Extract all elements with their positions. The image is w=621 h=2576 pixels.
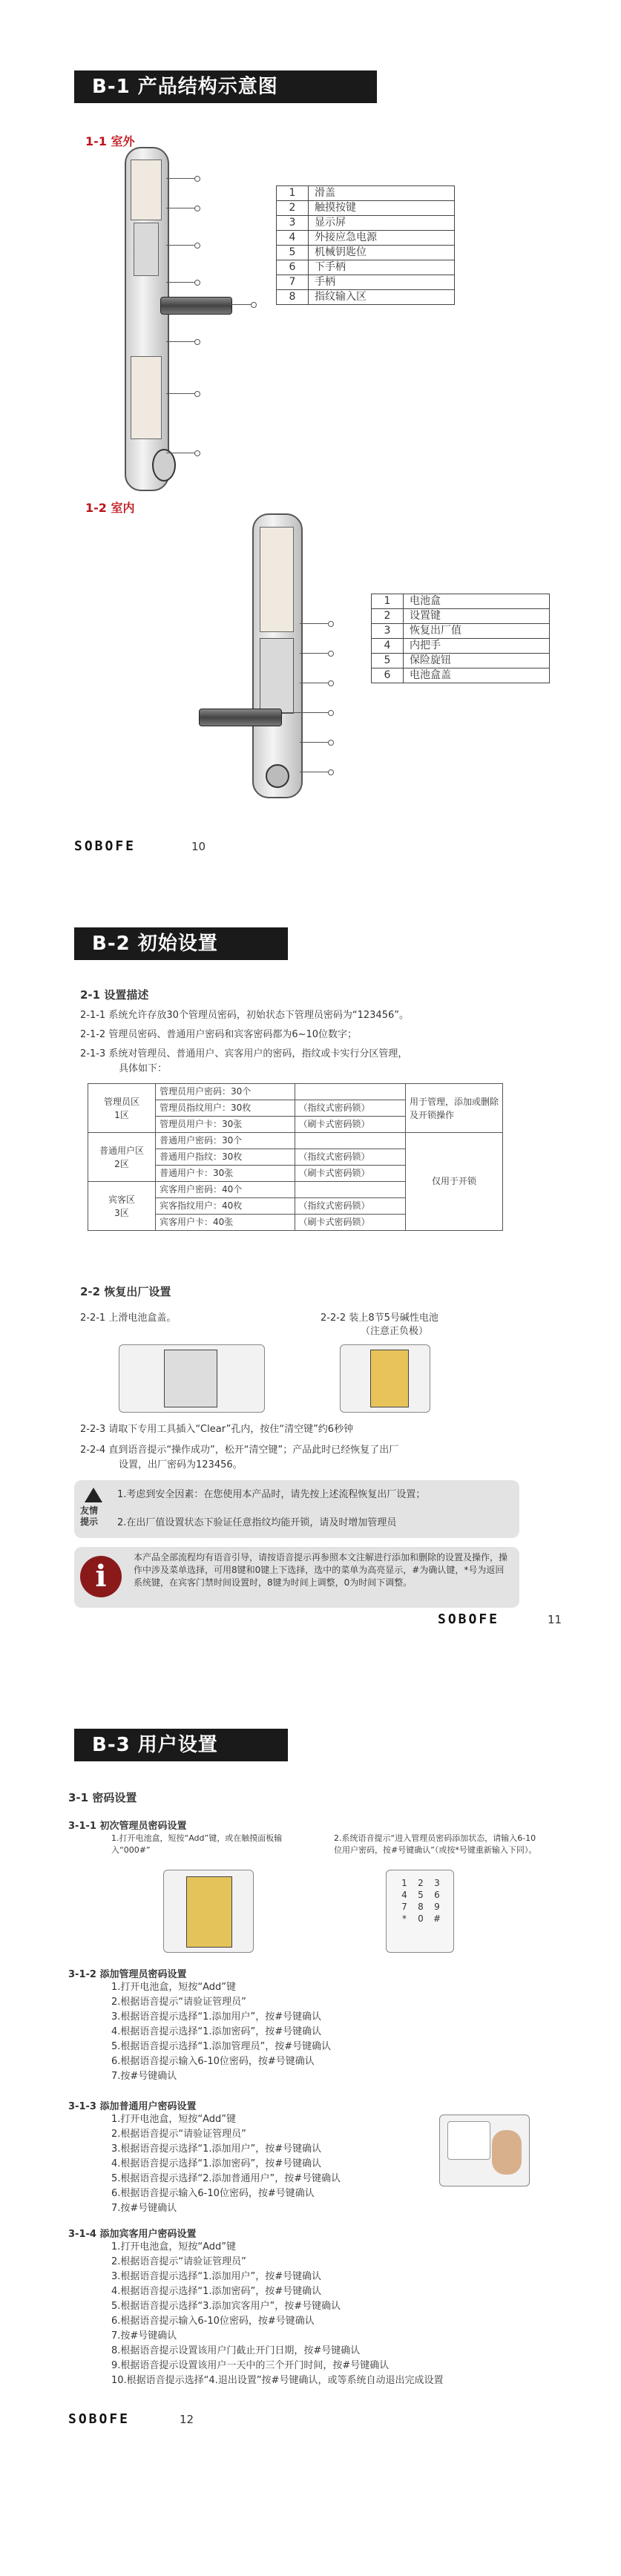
list-item: 6.根据语音提示输入6-10位密码，按#号键确认 (111, 2188, 315, 2199)
list-item: 7.按#号键确认 (111, 2071, 177, 2082)
section-3-1-3: 3-1-3 添加普通用户密码设置 (68, 2101, 197, 2112)
section-3-1: 3-1 密码设置 (68, 1791, 137, 1804)
page-number: 10 (191, 840, 206, 853)
b3-title: B-3 用户设置 (74, 1729, 288, 1761)
keypad-photo (386, 1870, 454, 1953)
table-row: 5 机械钥匙位 (277, 246, 455, 260)
para-2-1-1: 2-1-1 系统允许存放30个管理员密码，初始状态下管理员密码为“123456”。 (80, 1010, 409, 1021)
list-item: 4.根据语音提示选择“1.添加密码”，按#号键确认 (111, 2158, 322, 2169)
table-row: 7 手柄 (277, 275, 455, 290)
keypad-key: # (433, 1913, 441, 1924)
list-item: 3.根据语音提示选择“1.添加用户”，按#号键确认 (111, 2011, 322, 2023)
info-text: 本产品全部流程均有语音引导，请按语音提示再参照本文注解进行添加和删除的设置及操作，操作中涉及菜单选择，可用8键和0键上下选择，选中的菜单为高亮显示，#为确认键，*号为返回系统键，在宾客门禁时间设置时，8键为时间上调整，0为时间下调整。 (134, 1552, 508, 1588)
para-2-1-3-cont: 具体如下： (119, 1063, 168, 1074)
table-row: 普通用户指纹：30枚 （指纹式密码锁） (88, 1149, 503, 1166)
list-item: 5.根据语音提示选择“3.添加宾客用户”，按#号键确认 (111, 2301, 341, 2312)
keypad-key: 3 (434, 1878, 440, 1888)
keypad (397, 1878, 443, 1924)
outdoor-label: 1-1 室外 (85, 134, 135, 148)
keypad-key: 4 (401, 1890, 407, 1900)
keypad-key: 6 (434, 1890, 440, 1900)
para-2-1-2: 2-1-2 管理员密码、普通用户密码和宾客密码都为6~10位数字； (80, 1029, 358, 1040)
table-row: 6 电池盒盖 (372, 668, 550, 683)
table-row: 5 保险旋钮 (372, 654, 550, 668)
table-row: 2 设置键 (372, 609, 550, 624)
keypad-hand-photo (439, 2115, 530, 2186)
battery-cover-photo (119, 1344, 265, 1413)
para-2-2-3: 2-2-3 请取下专用工具插入“Clear”孔内，按住“清空键”约6秒钟 (80, 1424, 354, 1435)
table-row: 3 显示屏 (277, 216, 455, 231)
list-item: 6.根据语音提示输入6-10位密码，按#号键确认 (111, 2056, 315, 2067)
section-2-1: 2-1 设置描述 (80, 988, 149, 1002)
table-row: 2 触摸按键 (277, 201, 455, 216)
table-row: 4 外接应急电源 (277, 231, 455, 246)
tip-box (74, 1480, 519, 1538)
warning-icon (85, 1488, 102, 1502)
list-item: 1.打开电池盒，短按“Add”键 (111, 2241, 237, 2253)
para-2-2-4-cont: 设置，出厂密码为123456。 (119, 1459, 243, 1471)
b2-title: B-2 初始设置 (74, 927, 288, 960)
keypad-key: 2 (418, 1878, 424, 1888)
list-item: 3.根据语音提示选择“1.添加用户”，按#号键确认 (111, 2271, 322, 2282)
list-item: 5.根据语音提示选择“1.添加管理员”，按#号键确认 (111, 2041, 332, 2052)
keypad-key: 9 (434, 1902, 440, 1912)
para-2-2-1: 2-2-1 上滑电池盒盖。 (80, 1312, 177, 1324)
brand-logo: SOBOFE (74, 838, 137, 854)
zone-table (88, 1083, 503, 1231)
section-2-2: 2-2 恢复出厂设置 (80, 1285, 171, 1298)
page-number: 12 (180, 2413, 194, 2426)
b1-title: B-1 产品结构示意图 (74, 70, 377, 103)
battery-install-photo (340, 1344, 430, 1413)
para-2-1-3: 2-1-3 系统对管理员、普通用户、宾客用户的密码，指纹或卡实行分区管理， (80, 1048, 408, 1059)
list-item: 4.根据语音提示选择“1.添加密码”，按#号键确认 (111, 2026, 322, 2037)
table-row: 8 指纹输入区 (277, 290, 455, 305)
keypad-key: 7 (401, 1902, 407, 1912)
brand-logo: SOBOFE (438, 1611, 500, 1627)
brand-logo: SOBOFE (68, 2411, 131, 2427)
list-item: 7.按#号键确认 (111, 2203, 177, 2214)
table-row: 宾客用户卡：40张 （刷卡式密码锁） (88, 1215, 503, 1231)
table-row: 宾客指纹用户：40枚 （指纹式密码锁） (88, 1198, 503, 1215)
para-2-2-2: 2-2-2 装上8节5号碱性电池 (321, 1312, 438, 1324)
keypad-key: 0 (418, 1913, 424, 1924)
keypad-key: 8 (418, 1902, 424, 1912)
list-item: 6.根据语音提示输入6-10位密码，按#号键确认 (111, 2316, 315, 2327)
table-row: 3 恢复出厂值 (372, 624, 550, 639)
table-row: 管理员区 1区 管理员用户密码：30个 用于管理，添加或删除及开锁操作 (88, 1084, 503, 1100)
indoor-label: 1-2 室内 (85, 501, 135, 515)
table-row: 普通用户卡：30张 （刷卡式密码锁） (88, 1166, 503, 1182)
list-item: 3.根据语音提示选择“1.添加用户”，按#号键确认 (111, 2143, 322, 2155)
para-2-2-4: 2-2-4 直到语音提示“操作成功”，松开“清空键”；产品此时已经恢复了出厂 (80, 1445, 399, 1456)
section-3-1-1: 3-1-1 初次管理员密码设置 (68, 1821, 187, 1832)
table-row: 普通用户区 2区 普通用户密码：30个 仅用于开锁 (88, 1133, 503, 1149)
info-box (74, 1547, 519, 1608)
keypad-key: 5 (418, 1890, 424, 1900)
section-3-1-4: 3-1-4 添加宾客用户密码设置 (68, 2229, 197, 2240)
table-row: 1 滑盖 (277, 186, 455, 201)
list-item: 2.根据语音提示“请验证管理员” (111, 2256, 246, 2267)
list-item: 1.打开电池盒，短按“Add”键 (111, 2114, 237, 2125)
info-icon: i (80, 1556, 122, 1597)
keypad-key: 1 (401, 1878, 407, 1888)
table-row: 1 电池盒 (372, 594, 550, 609)
tip-text-2: 2.在出厂值设置状态下验证任意指纹均能开锁，请及时增加管理员 (117, 1517, 397, 1528)
list-item: 7.按#号键确认 (111, 2330, 177, 2342)
list-item: 5.根据语音提示选择“2.添加普通用户”，按#号键确认 (111, 2173, 341, 2184)
list-item: 1.打开电池盒，短按“Add”键 (111, 1982, 237, 1993)
page-number: 11 (548, 1613, 562, 1626)
keypad-key: * (402, 1913, 407, 1924)
table-row: 宾客区 3区 宾客用户密码：40个 (88, 1182, 503, 1198)
table-row: 管理员用户卡：30张 （刷卡式密码锁） (88, 1117, 503, 1133)
indoor-parts-table (371, 594, 550, 683)
list-item: 8.根据语音提示设置该用户门截止开门日期，按#号键确认 (111, 2345, 361, 2356)
outdoor-parts-table (276, 185, 455, 305)
table-row: 4 内把手 (372, 639, 550, 654)
list-item: 4.根据语音提示选择“1.添加密码”，按#号键确认 (111, 2286, 322, 2297)
para-2-2-2-cont: （注意正负极） (361, 1326, 429, 1337)
para-3-1-1-right: 2.系统语音提示“进入管理员密码添加状态，请输入6-10位用户密码，按#号键确认”（或按*号键重新输入下同）。 (334, 1833, 537, 1855)
tip-label: 友情 提示 (80, 1505, 99, 1527)
table-row: 管理员指纹用户：30枚 （指纹式密码锁） (88, 1100, 503, 1117)
tip-text-1: 1.考虑到安全因素：在您使用本产品时，请先按上述流程恢复出厂设置； (117, 1489, 426, 1500)
list-item: 10.根据语音提示选择“4.退出设置”按#号键确认，或等系统自动退出完成设置 (111, 2375, 444, 2386)
list-item: 2.根据语音提示“请验证管理员” (111, 2129, 246, 2140)
battery-box-photo (163, 1870, 254, 1953)
table-row: 6 下手柄 (277, 260, 455, 275)
list-item: 9.根据语音提示设置该用户一天中的三个开门时间，按#号键确认 (111, 2360, 390, 2371)
para-3-1-1-left: 1.打开电池盒，短按“Add”键，或在触摸面板输入“000#” (111, 1833, 283, 1855)
list-item: 2.根据语音提示“请验证管理员” (111, 1997, 246, 2008)
section-3-1-2: 3-1-2 添加管理员密码设置 (68, 1969, 187, 1980)
